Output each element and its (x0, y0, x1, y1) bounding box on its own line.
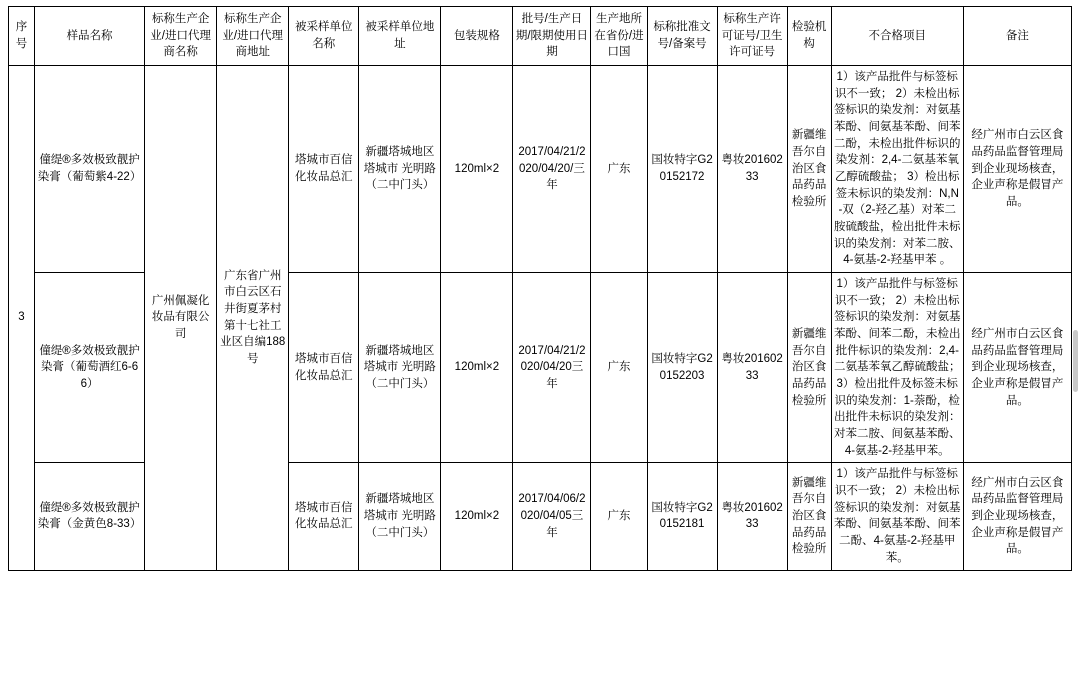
header-seq: 序号 (9, 7, 35, 66)
cell-sampled-unit-name: 塔城市百信化妆品总汇 (289, 273, 359, 463)
cell-sampled-unit-address: 新疆塔城地区塔城市 光明路（二中门头） (359, 463, 441, 570)
cell-seq: 3 (9, 66, 35, 570)
cell-province: 广东 (591, 66, 647, 273)
cell-inspection-org: 新疆维吾尔自治区食品药品检验所 (787, 273, 831, 463)
header-manufacturer-address: 标称生产企业/进口代理商地址 (217, 7, 289, 66)
cell-batch-date: 2017/04/06/2020/04/05三年 (513, 463, 591, 570)
cell-approval-no: 国妆特字G20152172 (647, 66, 717, 273)
cell-remark: 经广州市白云区食品药品监督管理局到企业现场核查，企业声称是假冒产品。 (963, 463, 1071, 570)
cell-nonconforming: 1）该产品批件与标签标识不一致； 2）未检出标签标识的染发剂：对氨基苯酚、间氨基苯酚、间苯二酚，未检出批件标识的染发剂：2,4-二氨基苯氧乙醇硫酸盐； 3）检出标签未标识的染发剂：N,N-双（2-羟乙基）对苯二胺硫酸盐，检出批件未标识的染发剂：对苯二胺、4-氨基-2-羟基甲苯 。 (831, 66, 963, 273)
cell-nonconforming: 1）该产品批件与标签标识不一致； 2）未检出标签标识的染发剂：对氨基苯酚、间氨基苯酚、间苯二酚、4-氨基-2-羟基甲苯。 (831, 463, 963, 570)
header-remark: 备注 (963, 7, 1071, 66)
cell-batch-date: 2017/04/21/2020/04/20三年 (513, 273, 591, 463)
cell-license-no: 粤妆20160233 (717, 463, 787, 570)
cell-sampled-unit-name: 塔城市百信化妆品总汇 (289, 463, 359, 570)
header-batch-date: 批号/生产日期/限期使用日期 (513, 7, 591, 66)
header-province: 生产地所在省份/进口国 (591, 7, 647, 66)
cell-province: 广东 (591, 463, 647, 570)
cell-sample-name: 僮缇®多效极致靓护染膏（葡萄酒红6-66） (35, 273, 145, 463)
inspection-results-table (8, 6, 1072, 571)
cell-sample-name: 僮缇®多效极致靓护染膏（葡萄紫4-22） (35, 66, 145, 273)
header-manufacturer-name: 标称生产企业/进口代理商名称 (145, 7, 217, 66)
cell-manufacturer-name: 广州佩凝化妆品有限公司 (145, 66, 217, 570)
cell-sampled-unit-name: 塔城市百信化妆品总汇 (289, 66, 359, 273)
header-sampled-unit-address: 被采样单位地址 (359, 7, 441, 66)
cell-license-no: 粤妆20160233 (717, 66, 787, 273)
cell-sampled-unit-address: 新疆塔城地区塔城市 光明路（二中门头） (359, 273, 441, 463)
cell-manufacturer-address: 广东省广州市白云区石井街夏茅村第十七社工业区自编188号 (217, 66, 289, 570)
cell-batch-date: 2017/04/21/2020/04/20/三年 (513, 66, 591, 273)
cell-package-spec: 120ml×2 (441, 273, 513, 463)
table-row (9, 66, 1072, 273)
header-license-no: 标称生产许可证号/卫生许可证号 (717, 7, 787, 66)
cell-sample-name: 僮缇®多效极致靓护染膏（金黄色8-33） (35, 463, 145, 570)
cell-package-spec: 120ml×2 (441, 463, 513, 570)
cell-nonconforming: 1）该产品批件与标签标识不一致； 2）未检出标签标识的染发剂：对氨基苯酚、间苯二酚，未检出批件标识的染发剂：2,4-二氨基苯氧乙醇硫酸盐； 3）检出批件及标签未标识的染发剂：1-萘酚，检出批件未标识的染发剂：对苯二胺、间氨基苯酚、4-氨基-2-羟基甲苯。 (831, 273, 963, 463)
cell-sampled-unit-address: 新疆塔城地区塔城市 光明路（二中门头） (359, 66, 441, 273)
scrollbar-thumb[interactable] (1073, 330, 1078, 392)
header-package-spec: 包装规格 (441, 7, 513, 66)
header-approval-no: 标称批准文号/备案号 (647, 7, 717, 66)
header-inspection-org: 检验机构 (787, 7, 831, 66)
header-sampled-unit-name: 被采样单位名称 (289, 7, 359, 66)
cell-package-spec: 120ml×2 (441, 66, 513, 273)
cell-province: 广东 (591, 273, 647, 463)
header-sample-name: 样品名称 (35, 7, 145, 66)
cell-approval-no: 国妆特字G20152203 (647, 273, 717, 463)
table-header-row (9, 7, 1072, 66)
cell-remark: 经广州市白云区食品药品监督管理局到企业现场核查，企业声称是假冒产品。 (963, 66, 1071, 273)
cell-inspection-org: 新疆维吾尔自治区食品药品检验所 (787, 463, 831, 570)
cell-license-no: 粤妆20160233 (717, 273, 787, 463)
cell-approval-no: 国妆特字G20152181 (647, 463, 717, 570)
header-nonconforming: 不合格项目 (831, 7, 963, 66)
cell-remark: 经广州市白云区食品药品监督管理局到企业现场核查，企业声称是假冒产品。 (963, 273, 1071, 463)
cell-inspection-org: 新疆维吾尔自治区食品药品检验所 (787, 66, 831, 273)
